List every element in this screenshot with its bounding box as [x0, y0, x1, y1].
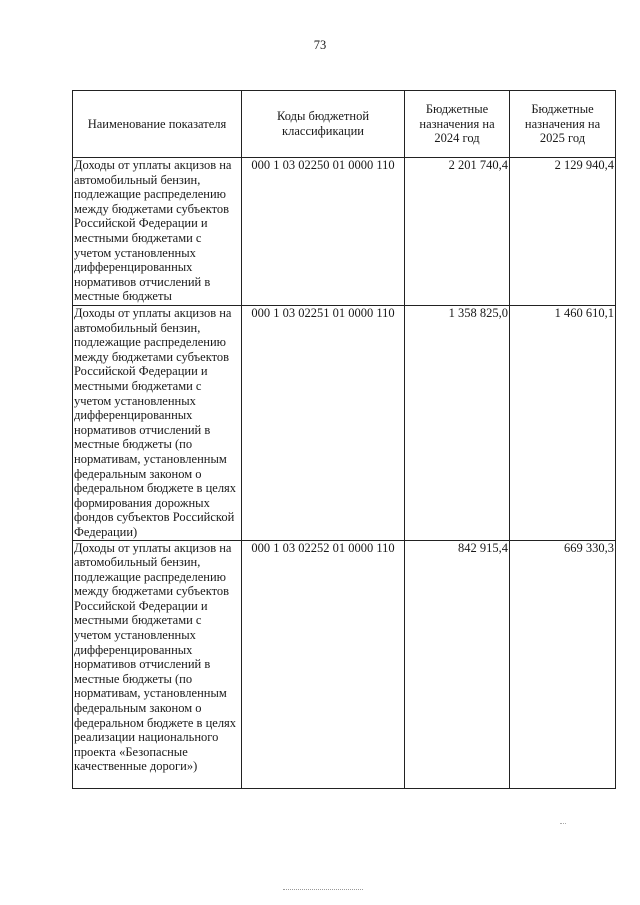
scan-artifact [560, 823, 566, 824]
page-number: 73 [313, 38, 327, 52]
scan-artifact [283, 889, 363, 890]
table-row [73, 306, 616, 541]
row-value-2025: 2 129 940,4 [510, 158, 616, 306]
row-code: 000 1 03 02252 01 0000 110 [242, 540, 405, 788]
table-row [73, 540, 616, 788]
header-2024: Бюджетные назначения на 2024 год [405, 91, 510, 158]
row-name: Доходы от уплаты акцизов на автомобильный бензин, подлежащие распределению между бюджетами субъектов Российской Федерации и местными бюджетами с учетом установленных дифференцированных нормативов отчислений в местные бюджеты (по нормативам, установленным федеральным законом о федеральном бюджете в целях реализации национального проекта «Безопасные качественные дороги») [73, 540, 242, 788]
row-value-2024: 2 201 740,4 [405, 158, 510, 306]
row-name: Доходы от уплаты акцизов на автомобильный бензин, подлежащие распределению между бюджетами субъектов Российской Федерации и местными бюджетами с учетом установленных дифференцированных нормативов отчислений в местные бюджеты (по нормативам, установленным федеральным законом о федеральном бюджете в целях формирования дорожных фондов субъектов Российской Федерации) [73, 306, 242, 541]
header-budget-code: Коды бюджетной классификации [242, 91, 405, 158]
row-value-2025: 1 460 610,1 [510, 306, 616, 541]
header-2025: Бюджетные назначения на 2025 год [510, 91, 616, 158]
header-indicator-name: Наименование показателя [73, 91, 242, 158]
row-code: 000 1 03 02250 01 0000 110 [242, 158, 405, 306]
row-code: 000 1 03 02251 01 0000 110 [242, 306, 405, 541]
row-value-2025: 669 330,3 [510, 540, 616, 788]
table-header-row [73, 91, 616, 158]
row-value-2024: 1 358 825,0 [405, 306, 510, 541]
row-name: Доходы от уплаты акцизов на автомобильный бензин, подлежащие распределению между бюджетами субъектов Российской Федерации и местными бюджетами с учетом установленных дифференцированных нормативов отчислений в местные бюджеты [73, 158, 242, 306]
table-row [73, 158, 616, 306]
row-value-2024: 842 915,4 [405, 540, 510, 788]
budget-table [72, 90, 616, 789]
